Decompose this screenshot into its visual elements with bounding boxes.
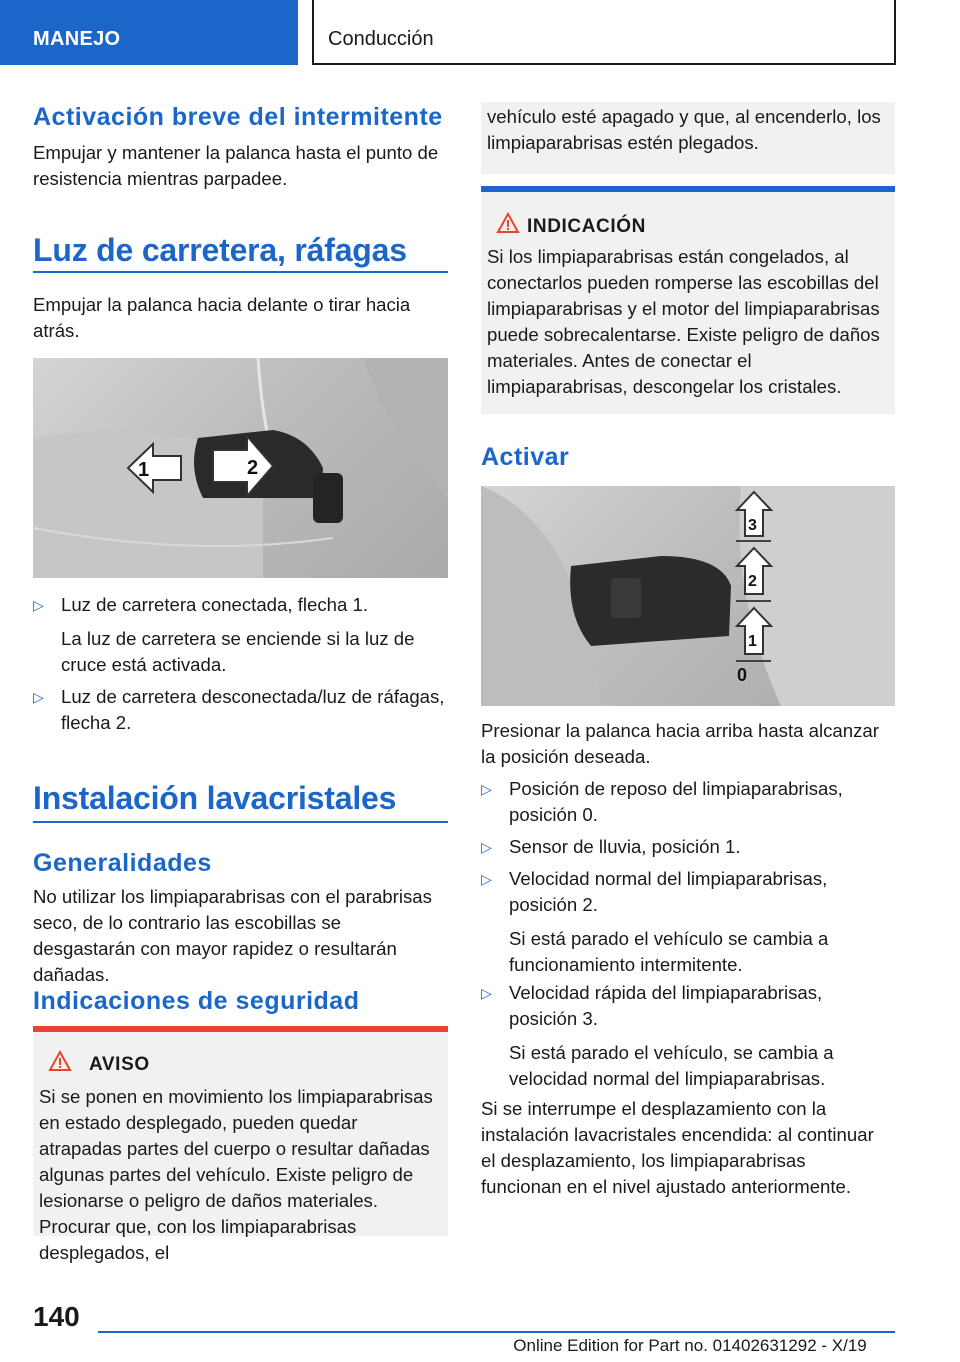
arrow-1-label: 1 bbox=[748, 633, 757, 650]
figure-lever-lights bbox=[33, 358, 448, 578]
header-chapter-tab bbox=[312, 0, 896, 65]
aviso-box-continued bbox=[481, 102, 895, 174]
aviso-box bbox=[33, 1026, 448, 1263]
figure-lever-wiper bbox=[481, 486, 895, 706]
bullet-triangle-icon: ▷ bbox=[481, 839, 492, 855]
indicacion-text: Si los limpiaparabrisas están congelados, al conectarlos pueden romperse las escobillas del limpiaparabrisas y el motor del limpiaparabrisas puede sobrecalentarse. Existe peligro de daños materiales. Antes de conectar el limpiaparabrisas, descongelar los cristales. bbox=[487, 246, 880, 397]
warning-triangle-icon bbox=[48, 1050, 72, 1072]
bullet-triangle-icon: ▷ bbox=[481, 871, 492, 887]
bullet-triangle-icon: ▷ bbox=[481, 985, 492, 1001]
lever-illustration bbox=[33, 358, 448, 578]
paragraph-activar: Presionar la palanca hacia arriba hasta alcanzar la posición deseada. bbox=[481, 720, 879, 767]
header-chapter-label: Conducción bbox=[328, 28, 434, 50]
arrow-3-label: 3 bbox=[748, 517, 757, 534]
indicacion-bar bbox=[481, 186, 895, 192]
paragraph-intermitente: Empujar y mantener la palanca hasta el punto de resistencia mientras parpadee. bbox=[33, 142, 439, 189]
paragraph-generalidades: No utilizar los limpiaparabrisas con el parabrisas seco, de lo contrario las escobillas se desgastarán con mayor rapidez o resultarán dañadas. bbox=[33, 886, 432, 985]
wiper-lever-illustration bbox=[481, 486, 895, 706]
indicacion-box bbox=[481, 186, 895, 414]
paragraph-interrumpe: Si se interrumpe el desplazamiento con la instalación lavacristales encendida: al continuar el desplazamiento, los limpiaparabrisas funcionan en el nivel ajustado anteriormente. bbox=[481, 1098, 874, 1197]
footer-edition: Online Edition for Part no. 01402631292 - X/19 bbox=[513, 1336, 867, 1355]
aviso-continued-text: vehículo esté apagado y que, al encenderlo, los limpiaparabrisas estén plegados. bbox=[487, 106, 881, 153]
bullet-triangle-icon: ▷ bbox=[33, 689, 44, 705]
header-section-tab bbox=[0, 0, 298, 65]
heading-instalacion: Instalación lavacristales bbox=[33, 780, 397, 816]
heading-luz-carretera: Luz de carretera, ráfagas bbox=[33, 232, 407, 268]
page-number: 140 bbox=[33, 1301, 80, 1332]
bullet-triangle-icon: ▷ bbox=[33, 597, 44, 613]
aviso-title: AVISO bbox=[89, 1054, 150, 1075]
header-section-label: MANEJO bbox=[33, 28, 121, 50]
heading-generalidades: Generalidades bbox=[33, 849, 212, 877]
warning-triangle-icon bbox=[496, 212, 520, 234]
arrow-2-label: 2 bbox=[247, 457, 259, 479]
list-item: ▷ Luz de carretera conectada, flecha 1. La luz de carretera se enciende si la luz de cruce está activada. bbox=[33, 594, 415, 675]
bullet-triangle-icon: ▷ bbox=[481, 781, 492, 797]
footer-rule bbox=[98, 1331, 895, 1333]
heading-seguridad: Indicaciones de seguridad bbox=[33, 987, 360, 1015]
list-item: ▷ Velocidad rápida del limpiaparabrisas, posición 3. Si está parado el vehículo, se cambia a velocidad normal del limpiaparabrisas. bbox=[481, 982, 834, 1089]
heading-rule bbox=[33, 821, 448, 823]
list-item: ▷ Posición de reposo del limpiaparabrisas, posición 0. bbox=[481, 778, 843, 825]
heading-activar: Activar bbox=[481, 443, 570, 471]
list-item: ▷ Luz de carretera desconectada/luz de ráfagas, flecha 2. bbox=[33, 686, 445, 733]
heading-intermitente: Activación breve del intermitente bbox=[33, 103, 443, 131]
list-item: ▷ Velocidad normal del limpiaparabrisas, posición 2. Si está parado el vehículo se cambia a funcionamiento intermitente. bbox=[481, 868, 829, 975]
aviso-bar bbox=[33, 1026, 448, 1032]
heading-rule bbox=[33, 271, 448, 273]
paragraph-luz: Empujar la palanca hacia delante o tirar hacia atrás. bbox=[33, 294, 411, 341]
arrow-2-label: 2 bbox=[748, 573, 757, 590]
indicacion-title: INDICACIÓN bbox=[527, 216, 646, 237]
list-item: ▷ Sensor de lluvia, posición 1. bbox=[481, 834, 895, 860]
arrow-1-label: 1 bbox=[138, 459, 150, 481]
aviso-text: Si se ponen en movimiento los limpiaparabrisas en estado desplegado, pueden quedar atrapadas partes del cuerpo o resultar dañadas algunas partes del vehículo. Existe peligro de lesionarse o peligro de daños materiales. Procurar que, con los limpiaparabrisas desplegados, el bbox=[39, 1086, 433, 1263]
position-0-label: 0 bbox=[737, 665, 748, 685]
